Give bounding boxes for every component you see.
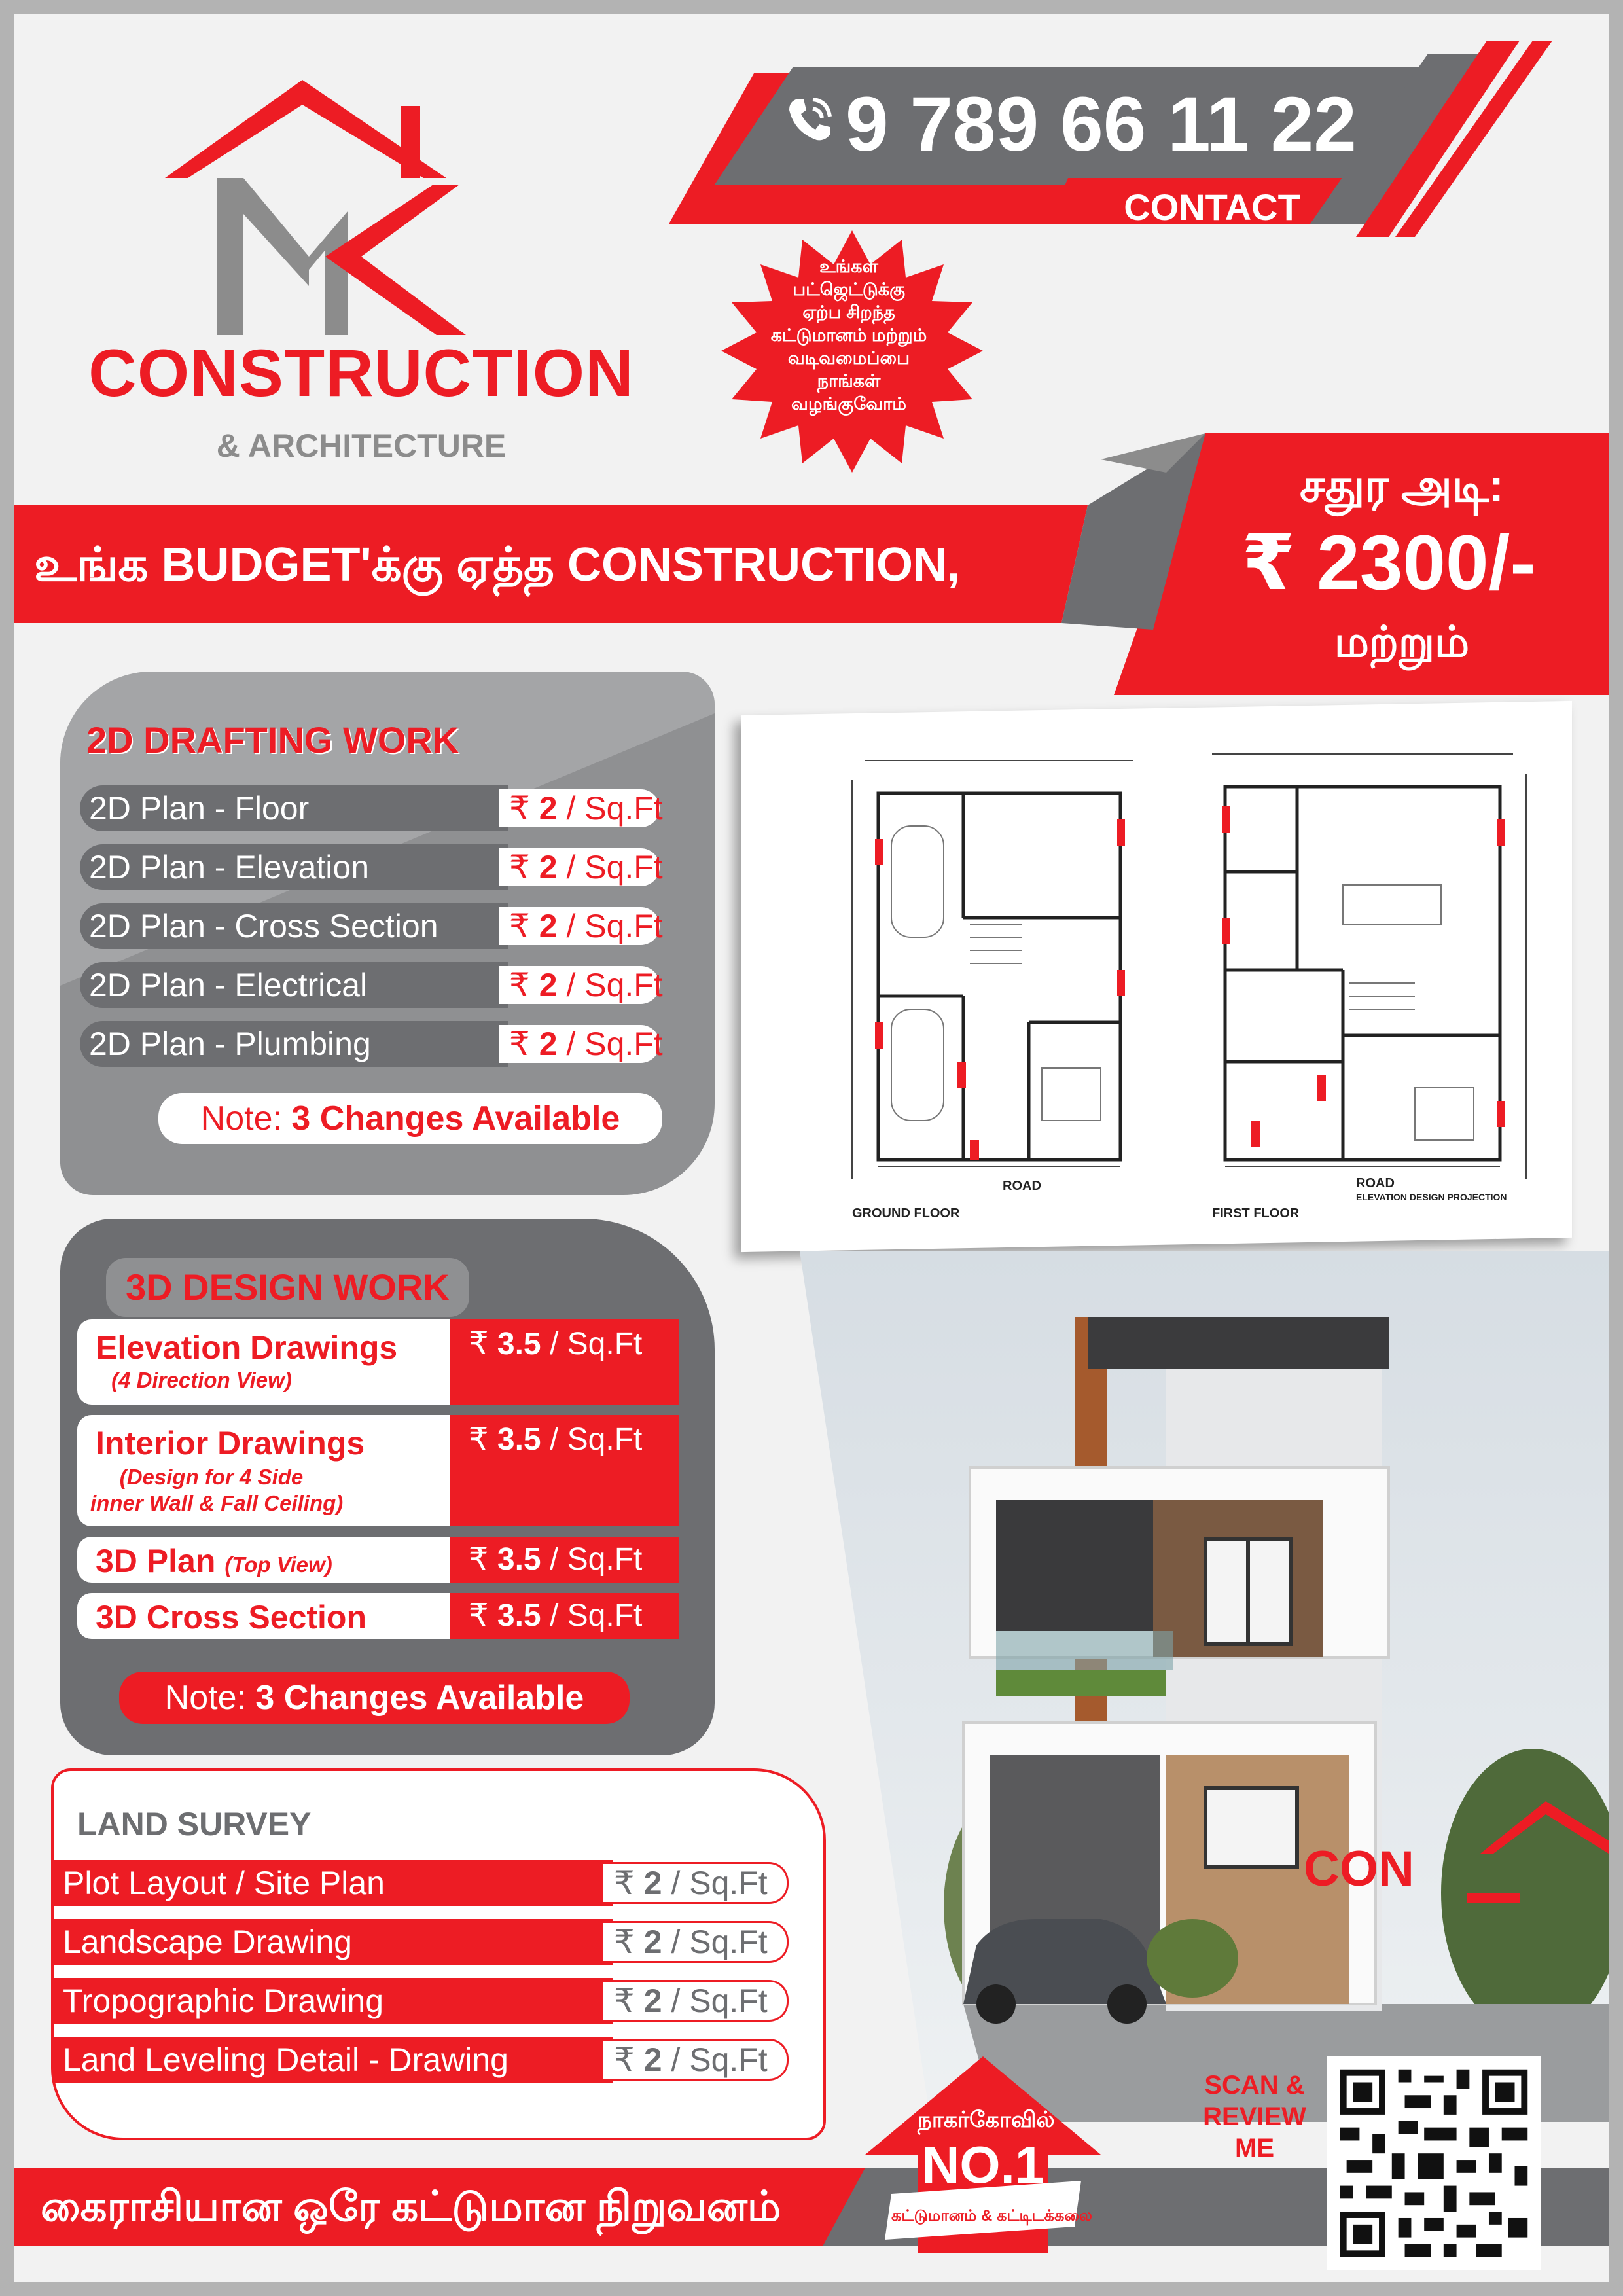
burst-line: ஏற்ப சிறந்த bbox=[802, 302, 895, 322]
rate-value: 2 bbox=[539, 849, 558, 886]
rate-unit: / Sq.Ft bbox=[566, 790, 663, 827]
scan-line: SCAN & bbox=[1204, 2071, 1305, 2100]
design3d-row-label: Interior Drawings bbox=[96, 1425, 365, 1462]
design3d-row-title: 3D Plan bbox=[96, 1543, 216, 1579]
survey-row-price bbox=[603, 1980, 789, 2022]
currency-symbol: ₹ bbox=[614, 1982, 635, 2019]
badge-caption-b: & கட்டிடக்கலை bbox=[980, 2207, 1092, 2225]
design3d-row-sub: (Design for 4 Side bbox=[119, 1465, 304, 1489]
currency-symbol: ₹ bbox=[509, 1026, 530, 1062]
rate-value: 2 bbox=[643, 1865, 662, 1901]
burst-line: நாங்கள் bbox=[817, 371, 881, 391]
plan-road-label: ROAD bbox=[1003, 1179, 1041, 1193]
flyer-page bbox=[14, 14, 1609, 2282]
elevation-projection-label: ELEVATION DESIGN PROJECTION bbox=[1356, 1192, 1507, 1202]
burst-line: பட்ஜெட்டுக்கு bbox=[793, 279, 905, 299]
rate-unit: / Sq.Ft bbox=[549, 1542, 643, 1577]
rate-unit: / Sq.Ft bbox=[566, 967, 663, 1003]
currency-symbol: ₹ bbox=[469, 1327, 489, 1361]
note-prefix: Note: bbox=[164, 1679, 246, 1717]
note-text: 3 Changes Available bbox=[255, 1679, 584, 1717]
survey-row-price bbox=[603, 1921, 789, 1963]
burst-line: கட்டுமானம் மற்றும் bbox=[770, 325, 927, 345]
rate-value: 3.5 bbox=[497, 1327, 541, 1361]
note-text: 3 Changes Available bbox=[291, 1100, 620, 1138]
survey-row-label: Land Leveling Detail - Drawing bbox=[54, 2037, 613, 2083]
badge-caption-a: கட்டுமானம் bbox=[891, 2207, 977, 2225]
rate-unit: / Sq.Ft bbox=[549, 1422, 643, 1457]
rate-value: 2 bbox=[539, 967, 558, 1003]
rate-unit: / Sq.Ft bbox=[566, 908, 663, 944]
design3d-note bbox=[119, 1672, 630, 1724]
rate-unit: / Sq.Ft bbox=[671, 1865, 768, 1901]
scan-review-label bbox=[1199, 2070, 1310, 2164]
drafting-row-label: 2D Plan - Electrical bbox=[80, 962, 508, 1008]
drafting-row-price bbox=[499, 907, 663, 945]
design3d-row[interactable] bbox=[77, 1415, 679, 1526]
currency-symbol: ₹ bbox=[509, 967, 530, 1003]
design3d-row[interactable] bbox=[77, 1593, 679, 1639]
design3d-row-price bbox=[450, 1537, 679, 1583]
brand-subtitle: & ARCHITECTURE bbox=[216, 427, 507, 464]
design3d-row-price bbox=[450, 1319, 679, 1405]
design3d-row[interactable] bbox=[77, 1537, 679, 1583]
scan-line: REVIEW bbox=[1203, 2102, 1306, 2131]
badge-rank: NO.1 bbox=[921, 2136, 1044, 2194]
burst-line: உங்கள் bbox=[819, 257, 878, 276]
design3d-row-sub: inner Wall & Fall Ceiling) bbox=[90, 1491, 344, 1515]
currency-symbol: ₹ bbox=[614, 2041, 635, 2078]
currency-symbol: ₹ bbox=[509, 908, 530, 944]
survey-row-label: Landscape Drawing bbox=[54, 1919, 613, 1965]
design3d-row-price bbox=[450, 1593, 679, 1639]
footer-text: கைராசியான ஒரே கட்டுமான நிறுவனம் bbox=[41, 2183, 781, 2230]
survey-row-label: Plot Layout / Site Plan bbox=[54, 1860, 613, 1906]
drafting-row-price bbox=[499, 1025, 663, 1063]
rate-value: 2 bbox=[539, 908, 558, 944]
rate-unit: / Sq.Ft bbox=[671, 2041, 768, 2078]
design3d-row-sub: (Top View) bbox=[224, 1552, 332, 1577]
ground-floor-label: GROUND FLOOR bbox=[852, 1206, 960, 1221]
design3d-row-label: 3D Cross Section bbox=[96, 1599, 367, 1636]
rate-unit: / Sq.Ft bbox=[566, 1026, 663, 1062]
scan-line: ME bbox=[1235, 2134, 1274, 2162]
rate-unit: / Sq.Ft bbox=[549, 1327, 643, 1361]
burst-line: வழங்குவோம் bbox=[791, 394, 906, 414]
design3d-row-label bbox=[96, 1542, 332, 1580]
rate-value: 3.5 bbox=[497, 1598, 541, 1633]
price-suffix: மற்றும் bbox=[1334, 617, 1470, 666]
rate-value: 2 bbox=[539, 1026, 558, 1062]
first-floor-label: FIRST FLOOR bbox=[1212, 1206, 1300, 1221]
phone-number[interactable]: 9 789 66 11 22 bbox=[846, 81, 1357, 168]
rate-value: 2 bbox=[539, 790, 558, 827]
currency-symbol: ₹ bbox=[509, 790, 530, 827]
design3d-title: 3D DESIGN WORK bbox=[126, 1266, 450, 1308]
rate-value: 3.5 bbox=[497, 1422, 541, 1457]
design3d-row-price bbox=[450, 1415, 679, 1526]
drafting-row-label: 2D Plan - Plumbing bbox=[80, 1021, 508, 1067]
rate-unit: / Sq.Ft bbox=[671, 1924, 768, 1960]
contact-label[interactable]: CONTACT bbox=[1124, 187, 1300, 228]
rate-value: 2 bbox=[643, 1982, 662, 2019]
currency-symbol: ₹ bbox=[614, 1865, 635, 1901]
currency-symbol: ₹ bbox=[469, 1542, 489, 1577]
drafting-row-price bbox=[499, 789, 663, 827]
mk-house-logo-icon bbox=[67, 60, 656, 335]
rate-value: 3.5 bbox=[497, 1542, 541, 1577]
currency-symbol: ₹ bbox=[509, 849, 530, 886]
survey-row-price bbox=[603, 2039, 789, 2081]
burst-line: வடிவமைப்பை bbox=[787, 348, 910, 368]
design3d-row-label: Elevation Drawings bbox=[96, 1329, 398, 1366]
banner-text: உங்க BUDGET'க்கு ஏத்த CONSTRUCTION, bbox=[34, 539, 961, 591]
drafting-title: 2D DRAFTING WORK bbox=[86, 719, 459, 761]
floor-plan-drawing bbox=[754, 721, 1565, 1232]
price-value: ₹ 2300/- bbox=[1241, 520, 1536, 606]
rate-unit: / Sq.Ft bbox=[671, 1982, 768, 2019]
drafting-row-price bbox=[499, 966, 663, 1004]
rate-value: 2 bbox=[643, 1924, 662, 1960]
drafting-row-label: 2D Plan - Floor bbox=[80, 785, 508, 831]
drafting-row-label: 2D Plan - Elevation bbox=[80, 844, 508, 890]
design3d-row-sub: (4 Direction View) bbox=[111, 1368, 292, 1392]
currency-symbol: ₹ bbox=[469, 1422, 489, 1457]
house-elevation-render bbox=[800, 1251, 1609, 2122]
rate-unit: / Sq.Ft bbox=[549, 1598, 643, 1633]
currency-symbol: ₹ bbox=[469, 1598, 489, 1633]
design3d-row[interactable] bbox=[77, 1319, 679, 1405]
note-prefix: Note: bbox=[200, 1100, 282, 1138]
survey-row-price bbox=[603, 1862, 789, 1904]
qr-code-icon[interactable] bbox=[1327, 2056, 1541, 2270]
survey-row-label: Tropographic Drawing bbox=[54, 1978, 613, 2024]
drafting-row-label: 2D Plan - Cross Section bbox=[80, 903, 508, 949]
badge-place: நாகர்கோவில் bbox=[918, 2108, 1055, 2132]
design3d-title-bar bbox=[106, 1258, 469, 1317]
currency-symbol: ₹ bbox=[614, 1924, 635, 1960]
rate-unit: / Sq.Ft bbox=[566, 849, 663, 886]
offer-starburst-text bbox=[724, 255, 973, 416]
watermark-brand: CON bbox=[1304, 1841, 1414, 1897]
drafting-row-price bbox=[499, 848, 663, 886]
badge-caption bbox=[891, 2207, 1092, 2227]
plan-road-label: ROAD bbox=[1356, 1176, 1395, 1191]
price-label: சதுர அடி: bbox=[1300, 460, 1504, 511]
land-survey-title: LAND SURVEY bbox=[77, 1806, 312, 1842]
phone-icon[interactable] bbox=[784, 93, 836, 145]
brand-name: CONSTRUCTION bbox=[88, 336, 634, 410]
rate-value: 2 bbox=[643, 2041, 662, 2078]
drafting-note bbox=[158, 1093, 662, 1144]
